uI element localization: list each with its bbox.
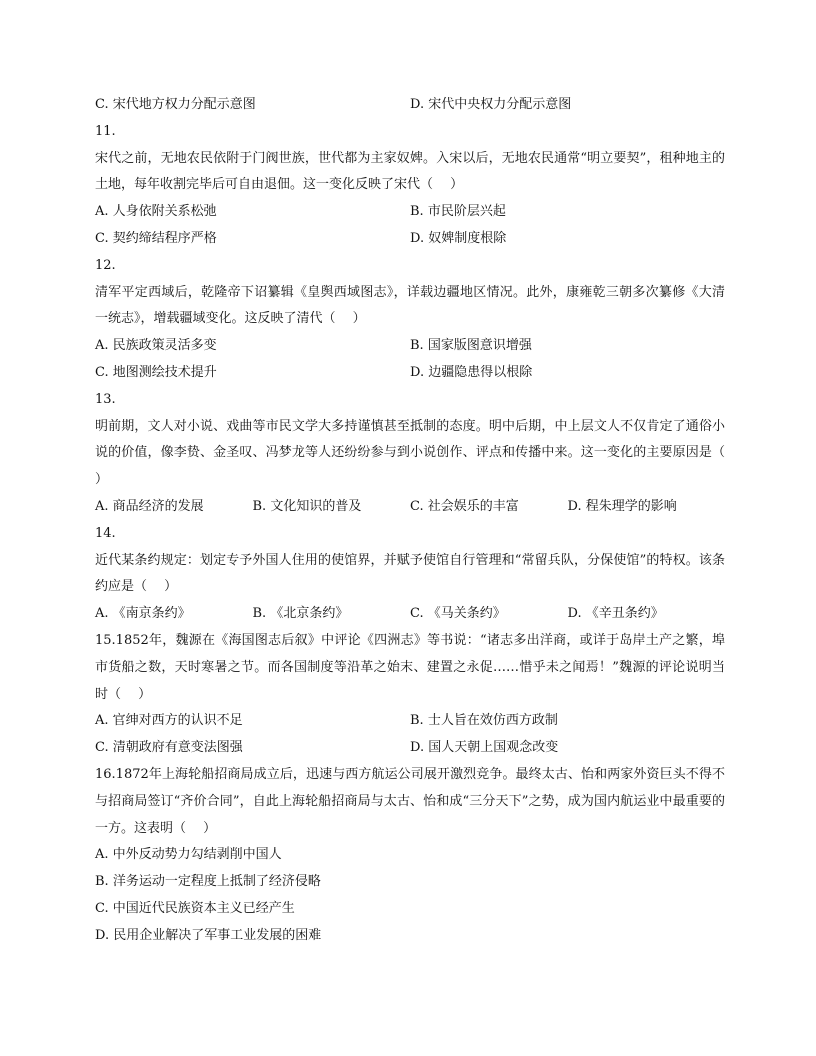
option-c[interactable]: C. 宋代地方权力分配示意图 (95, 97, 256, 112)
q11-options-row1 (95, 199, 725, 226)
q14-option-d[interactable]: D. 《辛丑条约》 (567, 606, 664, 622)
q14-option-a[interactable]: A. 《南京条约》 (95, 606, 191, 622)
q12-stem: 清军平定西域后，乾隆帝下诏纂辑《皇舆西域图志》，详载边疆地区情况。此外，康雍乾三朝多次纂修《大清一统志》，增载疆域变化。这反映了清代（ ） (95, 284, 725, 327)
q14-option-b[interactable]: B. 《北京条约》 (252, 606, 349, 622)
q12-number: 12. (95, 257, 116, 273)
q11-option-b[interactable]: B. 市民阶层兴起 (410, 204, 506, 220)
q15-options-row1 (95, 708, 725, 735)
q16-option-b[interactable]: B. 洋务运动一定程度上抵制了经济侵略 (95, 874, 321, 890)
q15-option-b[interactable]: B. 士人旨在效仿西方政制 (410, 713, 558, 729)
q12-option-b[interactable]: B. 国家版图意识增强 (410, 338, 532, 354)
q16-stem: 16.1872年上海轮船招商局成立后，迅速与西方航运公司展开激烈竞争。最终太古、怡和两家外资巨头不得不与招商局签订“齐价合同”，自此上海轮船招商局与太古、怡和成“三分天下”之势，成为国内航运业中最重要的一方。这表明（ ） (95, 766, 725, 836)
q12-option-d[interactable]: D. 边疆隐患得以根除 (410, 364, 533, 380)
q13-options (95, 494, 725, 521)
q13-number: 13. (95, 391, 116, 407)
q15-option-c[interactable]: C. 清朝政府有意变法图强 (95, 740, 243, 756)
q15-option-a[interactable]: A. 官绅对西方的认识不足 (95, 713, 243, 729)
q16-option-c[interactable]: C. 中国近代民族资本主义已经产生 (95, 900, 295, 916)
q13-option-b[interactable]: B. 文化知识的普及 (252, 498, 362, 514)
q15-stem: 15.1852年，魏源在《海国图志后叙》中评论《四洲志》等书说：“诸志多出洋商，或详于岛岸土产之繁，埠市货船之数，天时寒暑之节。而各国制度等沿革之始末、建置之永促……惜乎未之闻焉！”魏源的评论说明当时（ ） (95, 632, 725, 702)
q16-option-d[interactable]: D. 民用企业解决了军事工业发展的困难 (95, 927, 322, 943)
q12-options-row1 (95, 333, 725, 360)
q13-stem: 明前期，文人对小说、戏曲等市民文学大多持谨慎甚至抵制的态度。明中后期，中上层文人不仅肯定了通俗小说的价值，像李贽、金圣叹、冯梦龙等人还纷纷参与到小说创作、评点和传播中来。这一变化的主要原因是（ ） (95, 418, 743, 488)
q11-options-row2 (95, 226, 725, 253)
q14-option-c[interactable]: C. 《马关条约》 (410, 606, 506, 622)
q10-options (95, 92, 725, 119)
q13-option-d[interactable]: D. 程朱理学的影响 (567, 498, 677, 514)
option-d[interactable]: D. 宋代中央权力分配示意图 (410, 97, 572, 112)
q11-number: 11. (95, 123, 116, 139)
q16-option-a[interactable]: A. 中外反动势力勾结剥削中国人 (95, 847, 282, 863)
q13-option-c[interactable]: C. 社会娱乐的丰富 (410, 498, 519, 514)
q14-options (95, 601, 725, 628)
q11-option-a[interactable]: A. 人身依附关系松弛 (95, 204, 217, 220)
q12-options-row2 (95, 360, 725, 387)
q13-option-a[interactable]: A. 商品经济的发展 (95, 498, 204, 514)
q11-option-d[interactable]: D. 奴婢制度根除 (410, 230, 507, 246)
q12-option-a[interactable]: A. 民族政策灵活多变 (95, 338, 217, 354)
q11-option-c[interactable]: C. 契约缔结程序严格 (95, 230, 217, 246)
q15-option-d[interactable]: D. 国人天朝上国观念改变 (410, 740, 559, 756)
q11-stem: 宋代之前，无地农民依附于门阀世族，世代都为主家奴婢。入宋以后，无地农民通常“明立要契”，租种地主的土地，每年收割完毕后可自由退佃。这一变化反映了宋代（ ） (95, 150, 725, 193)
q14-number: 14. (95, 525, 116, 541)
q12-option-c[interactable]: C. 地图测绘技术提升 (95, 364, 217, 380)
q15-options-row2 (95, 735, 725, 762)
q14-stem: 近代某条约规定：划定专予外国人住用的使馆界，并赋予使馆自行管理和“常留兵队，分保使馆”的特权。该条约应是（ ） (95, 552, 725, 595)
exam-page (95, 92, 743, 950)
